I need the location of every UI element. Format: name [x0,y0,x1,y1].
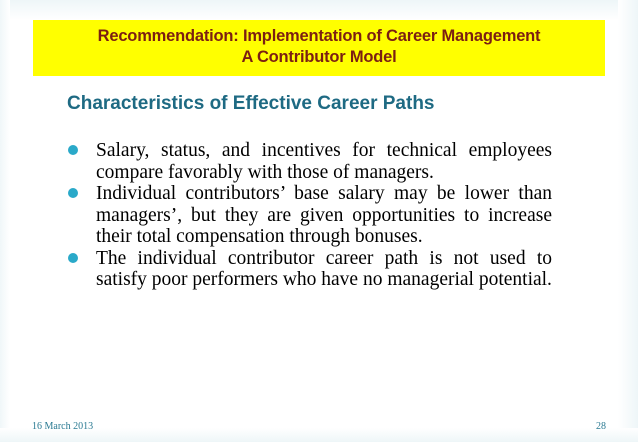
bullet-text: Individual contributors’ base salary may be lower than managers’, but they are given opportunities to increase their total compensation through bonuses. [96,183,552,247]
bullet-dot-icon [68,145,78,155]
slide-subtitle: Characteristics of Effective Career Paths [67,93,435,114]
bullet-dot-icon [68,188,78,198]
page-number: 28 [596,421,606,432]
bullet-text: Salary, status, and incentives for technical employees compare favorably with those of managers. [96,140,552,183]
footer-date: 16 March 2013 [32,421,94,432]
slide-title-box [33,20,605,76]
slide-title-line-2: A Contributor Model [241,48,397,66]
slide-title-line-1: Recommendation: Implementation of Career Management [97,27,541,45]
slide-frame-right [618,0,638,442]
bullet-item [68,183,552,248]
slide-frame-top [0,0,638,20]
bullet-list [68,140,552,291]
bullet-dot-icon [68,253,78,263]
bullet-text: The individual contributor career path is not used to satisfy poor performers who have no managerial potential. [96,247,552,290]
slide-frame-left [0,0,10,442]
bullet-item [68,140,552,183]
slide-frame-bottom [0,428,638,442]
bullet-item [68,248,552,291]
